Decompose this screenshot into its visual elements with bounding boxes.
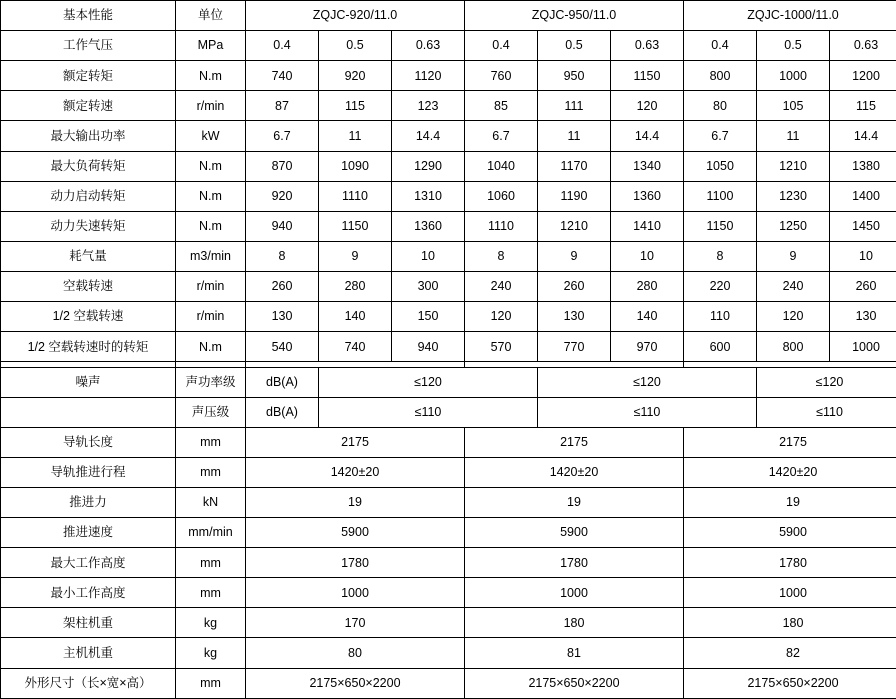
cell-value: 2175×650×2200 — [465, 668, 684, 698]
cell-value: 5900 — [246, 518, 465, 548]
cell-value: 5900 — [684, 518, 896, 548]
cell-value: 0.63 — [611, 31, 684, 61]
cell-value: 770 — [538, 332, 611, 362]
cell-value: 1000 — [684, 578, 896, 608]
cell-value: 760 — [465, 61, 538, 91]
cell-value: 0.5 — [319, 31, 392, 61]
table-row — [1, 457, 896, 487]
row-label: 额定转速 — [1, 91, 176, 121]
cell-value: 14.4 — [611, 121, 684, 151]
cell-value: ≤110 — [319, 397, 538, 427]
noise-group-label: 噪声 — [1, 367, 176, 397]
row-unit: m3/min — [176, 241, 246, 271]
cell-value: 80 — [684, 91, 757, 121]
table-row — [1, 518, 896, 548]
cell-value: 115 — [319, 91, 392, 121]
cell-value: 800 — [684, 61, 757, 91]
cell-value: 1450 — [830, 211, 896, 241]
cell-value: 1190 — [538, 181, 611, 211]
cell-value: 0.63 — [392, 31, 465, 61]
row-label: 最大工作高度 — [1, 548, 176, 578]
cell-value: 9 — [538, 241, 611, 271]
cell-value: 1200 — [830, 61, 896, 91]
cell-value: 120 — [611, 91, 684, 121]
cell-value: ≤110 — [538, 397, 757, 427]
cell-value: 130 — [246, 302, 319, 332]
row-unit: mm/min — [176, 518, 246, 548]
cell-value: 180 — [684, 608, 896, 638]
row-label: 最小工作高度 — [1, 578, 176, 608]
cell-value: 2175×650×2200 — [246, 668, 465, 698]
row-unit: N.m — [176, 332, 246, 362]
cell-value: 8 — [465, 241, 538, 271]
cell-value: 170 — [246, 608, 465, 638]
noise-row-label: 声压级 — [176, 397, 246, 427]
cell-value: 140 — [611, 302, 684, 332]
cell-value: 123 — [392, 91, 465, 121]
cell-value: 130 — [538, 302, 611, 332]
cell-value: 1120 — [392, 61, 465, 91]
cell-value: 940 — [246, 211, 319, 241]
table-row — [1, 638, 896, 668]
cell-value: 6.7 — [684, 121, 757, 151]
cell-value: 10 — [611, 241, 684, 271]
row-label: 耗气量 — [1, 241, 176, 271]
cell-value: 87 — [246, 91, 319, 121]
cell-value: 14.4 — [830, 121, 896, 151]
cell-value: 1040 — [465, 151, 538, 181]
row-label: 推进力 — [1, 487, 176, 517]
cell-value: 920 — [246, 181, 319, 211]
table-row — [1, 487, 896, 517]
cell-value: 1780 — [465, 548, 684, 578]
cell-value: 105 — [757, 91, 830, 121]
row-unit: r/min — [176, 271, 246, 301]
cell-value: 1420±20 — [465, 457, 684, 487]
cell-value: 260 — [246, 271, 319, 301]
row-unit: mm — [176, 578, 246, 608]
row-unit: mm — [176, 427, 246, 457]
cell-value: 240 — [757, 271, 830, 301]
row-label: 导轨推进行程 — [1, 457, 176, 487]
table-row — [1, 181, 896, 211]
cell-value: 1420±20 — [684, 457, 896, 487]
row-label: 动力失速转矩 — [1, 211, 176, 241]
table-row — [1, 302, 896, 332]
table-row — [1, 271, 896, 301]
cell-value: 120 — [757, 302, 830, 332]
noise-row-unit: dB(A) — [246, 367, 319, 397]
header-param-label: 基本性能 — [1, 1, 176, 31]
cell-value: 9 — [757, 241, 830, 271]
cell-value: 1110 — [465, 211, 538, 241]
cell-value: 0.4 — [465, 31, 538, 61]
cell-value: 1290 — [392, 151, 465, 181]
cell-value: 220 — [684, 271, 757, 301]
row-unit: N.m — [176, 61, 246, 91]
cell-value: 970 — [611, 332, 684, 362]
cell-value: 14.4 — [392, 121, 465, 151]
cell-value: 1000 — [757, 61, 830, 91]
cell-value: 1420±20 — [246, 457, 465, 487]
cell-value: 1090 — [319, 151, 392, 181]
cell-value: 10 — [830, 241, 896, 271]
row-unit: mm — [176, 668, 246, 698]
cell-value: ≤120 — [757, 367, 896, 397]
cell-value: 8 — [246, 241, 319, 271]
cell-value: 85 — [465, 91, 538, 121]
row-unit: N.m — [176, 151, 246, 181]
row-label: 导轨长度 — [1, 427, 176, 457]
cell-value: 570 — [465, 332, 538, 362]
cell-value: 11 — [538, 121, 611, 151]
table-row — [1, 241, 896, 271]
cell-value: 120 — [465, 302, 538, 332]
cell-value: 2175 — [684, 427, 896, 457]
cell-value: 2175 — [465, 427, 684, 457]
cell-value: 1360 — [392, 211, 465, 241]
cell-value: 1210 — [757, 151, 830, 181]
cell-value: 1780 — [246, 548, 465, 578]
row-unit: r/min — [176, 302, 246, 332]
row-label: 工作气压 — [1, 31, 176, 61]
cell-value: 0.5 — [757, 31, 830, 61]
cell-value: 150 — [392, 302, 465, 332]
cell-value: 1100 — [684, 181, 757, 211]
cell-value: 920 — [319, 61, 392, 91]
cell-value: 19 — [684, 487, 896, 517]
table-row — [1, 427, 896, 457]
table-row — [1, 608, 896, 638]
cell-value: 1250 — [757, 211, 830, 241]
cell-value: 140 — [319, 302, 392, 332]
row-label: 最大输出功率 — [1, 121, 176, 151]
noise-row-label: 声功率级 — [176, 367, 246, 397]
cell-value: 0.63 — [830, 31, 896, 61]
row-label: 1/2 空载转速 — [1, 302, 176, 332]
cell-value: 1150 — [319, 211, 392, 241]
cell-value: 0.5 — [538, 31, 611, 61]
table-row — [1, 578, 896, 608]
cell-value: 1230 — [757, 181, 830, 211]
cell-value: 19 — [465, 487, 684, 517]
cell-value: 1150 — [611, 61, 684, 91]
table-row — [1, 31, 896, 61]
cell-value: 740 — [319, 332, 392, 362]
row-label: 动力启动转矩 — [1, 181, 176, 211]
row-label: 空载转速 — [1, 271, 176, 301]
row-unit: MPa — [176, 31, 246, 61]
row-label: 额定转矩 — [1, 61, 176, 91]
cell-value: 1050 — [684, 151, 757, 181]
row-label: 1/2 空载转速时的转矩 — [1, 332, 176, 362]
cell-value: 280 — [319, 271, 392, 301]
cell-value: 600 — [684, 332, 757, 362]
row-unit: kN — [176, 487, 246, 517]
cell-value: 800 — [757, 332, 830, 362]
cell-value: 260 — [538, 271, 611, 301]
cell-value: 1210 — [538, 211, 611, 241]
cell-value: ≤110 — [757, 397, 896, 427]
table-row — [1, 332, 896, 362]
row-unit: r/min — [176, 91, 246, 121]
cell-value: 5900 — [465, 518, 684, 548]
cell-value: 80 — [246, 638, 465, 668]
header-model-1: ZQJC-920/11.0 — [246, 1, 465, 31]
cell-value: 870 — [246, 151, 319, 181]
cell-value: 940 — [392, 332, 465, 362]
cell-value: 6.7 — [465, 121, 538, 151]
cell-value: 1000 — [246, 578, 465, 608]
noise-row-unit: dB(A) — [246, 397, 319, 427]
cell-value: 1000 — [830, 332, 896, 362]
row-label: 推进速度 — [1, 518, 176, 548]
table-row — [1, 668, 896, 698]
cell-value: 300 — [392, 271, 465, 301]
cell-value: 111 — [538, 91, 611, 121]
table-row — [1, 121, 896, 151]
cell-value: ≤120 — [319, 367, 538, 397]
cell-value: 2175 — [246, 427, 465, 457]
table-header-row — [1, 1, 896, 31]
cell-value: 82 — [684, 638, 896, 668]
cell-value: 19 — [246, 487, 465, 517]
table-row — [1, 211, 896, 241]
cell-value: 740 — [246, 61, 319, 91]
cell-value: 260 — [830, 271, 896, 301]
header-unit-label: 单位 — [176, 1, 246, 31]
cell-value: 1310 — [392, 181, 465, 211]
noise-group-label-spacer — [1, 397, 176, 427]
cell-value: 8 — [684, 241, 757, 271]
cell-value: 1000 — [465, 578, 684, 608]
row-unit: kg — [176, 638, 246, 668]
cell-value: 115 — [830, 91, 896, 121]
cell-value: 180 — [465, 608, 684, 638]
cell-value: 1380 — [830, 151, 896, 181]
cell-value: 11 — [319, 121, 392, 151]
table-row — [1, 61, 896, 91]
row-unit: kg — [176, 608, 246, 638]
cell-value: 110 — [684, 302, 757, 332]
cell-value: 2175×650×2200 — [684, 668, 896, 698]
row-unit: kW — [176, 121, 246, 151]
row-unit: N.m — [176, 181, 246, 211]
row-unit: mm — [176, 548, 246, 578]
header-model-3: ZQJC-1000/11.0 — [684, 1, 896, 31]
cell-value: 1150 — [684, 211, 757, 241]
cell-value: 1340 — [611, 151, 684, 181]
cell-value: 81 — [465, 638, 684, 668]
cell-value: 10 — [392, 241, 465, 271]
cell-value: 11 — [757, 121, 830, 151]
cell-value: 1110 — [319, 181, 392, 211]
row-label: 外形尺寸（长×宽×高） — [1, 668, 176, 698]
noise-row-pressure — [1, 397, 896, 427]
cell-value: 9 — [319, 241, 392, 271]
row-label: 主机机重 — [1, 638, 176, 668]
cell-value: 1170 — [538, 151, 611, 181]
cell-value: 130 — [830, 302, 896, 332]
cell-value: 1060 — [465, 181, 538, 211]
cell-value: 0.4 — [684, 31, 757, 61]
noise-row-power — [1, 367, 896, 397]
cell-value: 6.7 — [246, 121, 319, 151]
header-model-2: ZQJC-950/11.0 — [465, 1, 684, 31]
cell-value: 1410 — [611, 211, 684, 241]
cell-value: 0.4 — [246, 31, 319, 61]
row-label: 最大负荷转矩 — [1, 151, 176, 181]
cell-value: 280 — [611, 271, 684, 301]
cell-value: 240 — [465, 271, 538, 301]
table-row — [1, 548, 896, 578]
cell-value: 950 — [538, 61, 611, 91]
row-label: 架柱机重 — [1, 608, 176, 638]
cell-value: 1360 — [611, 181, 684, 211]
table-row — [1, 151, 896, 181]
cell-value: 540 — [246, 332, 319, 362]
cell-value: 1400 — [830, 181, 896, 211]
cell-value: ≤120 — [538, 367, 757, 397]
row-unit: mm — [176, 457, 246, 487]
cell-value: 1780 — [684, 548, 896, 578]
table-row — [1, 91, 896, 121]
row-unit: N.m — [176, 211, 246, 241]
